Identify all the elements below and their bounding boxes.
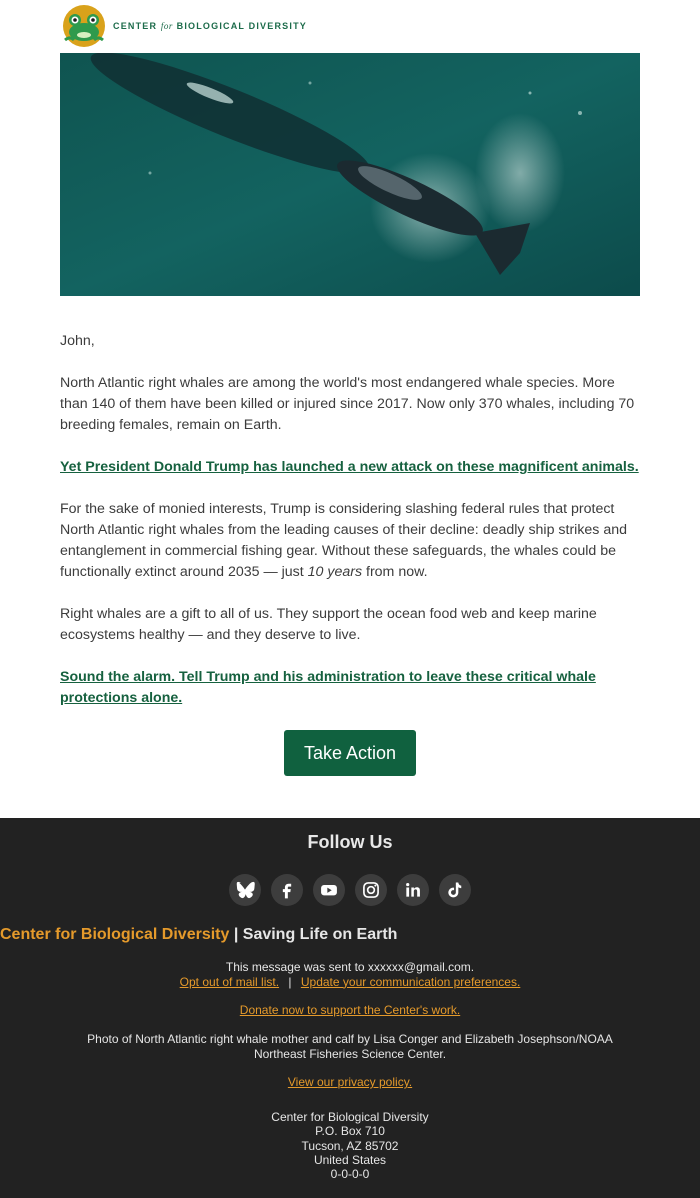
address-line-3: Tucson, AZ 85702 bbox=[301, 1138, 399, 1153]
paragraph-rules bbox=[60, 499, 640, 583]
logo-frog-icon[interactable] bbox=[60, 4, 108, 48]
social-icons-row bbox=[0, 874, 700, 906]
paragraph-link-attack bbox=[60, 457, 640, 478]
rules-text-emphasis: 10 years bbox=[307, 564, 363, 580]
footer-brand bbox=[0, 926, 700, 944]
brand-org-name: Center for Biological Diversity bbox=[0, 926, 230, 943]
footer-subscription-info bbox=[0, 960, 700, 989]
footer-privacy bbox=[0, 1075, 700, 1090]
address-line-1: Center for Biological Diversity bbox=[271, 1110, 429, 1124]
preferences-links bbox=[0, 975, 700, 990]
address-line-2: P.O. Box 710 bbox=[315, 1124, 385, 1139]
footer-photo-credit bbox=[0, 1032, 700, 1061]
paragraph-link-alarm bbox=[60, 667, 640, 709]
bluesky-icon[interactable] bbox=[229, 874, 261, 906]
rules-text-2: from now. bbox=[362, 564, 428, 580]
donate-link[interactable]: Donate now to support the Center's work. bbox=[239, 1003, 461, 1017]
greeting: John, bbox=[60, 333, 95, 349]
sent-to-text: This message was sent to xxxxxx@gmail.com. bbox=[225, 960, 475, 974]
address-line-5: 0-0-0-0 bbox=[330, 1167, 370, 1182]
footer-donate bbox=[0, 1003, 700, 1018]
paragraph-gift: Right whales are a gift to all of us. They support the ocean food web and keep marine ecosystems healthy — and they deserve to live. bbox=[60, 606, 597, 643]
facebook-icon[interactable] bbox=[271, 874, 303, 906]
logo-text-center: CENTER bbox=[113, 21, 158, 31]
photo-credit-line-1: Photo of North Atlantic right whale mother and calf by Lisa Conger and Elizabeth Josephson/NOAA bbox=[87, 1032, 613, 1046]
brand-separator: | bbox=[229, 926, 243, 943]
logo-text-for: for bbox=[160, 21, 173, 31]
take-action-button[interactable]: Take Action bbox=[284, 730, 416, 776]
rules-text-1: For the sake of monied interests, Trump is considering slashing federal rules that protect North Atlantic right whales from the leading causes of their decline: deadly ship strikes and entanglement in commercial fishing gear. Without these safeguards, the whales could be functionally extinct around 2035 — just bbox=[60, 501, 628, 580]
youtube-icon[interactable] bbox=[313, 874, 345, 906]
message-content bbox=[60, 331, 640, 730]
privacy-policy-link[interactable]: View our privacy policy. bbox=[287, 1075, 413, 1089]
pipe-separator: | bbox=[288, 974, 292, 989]
address-line-4: United States bbox=[313, 1152, 387, 1167]
linkedin-icon[interactable] bbox=[397, 874, 429, 906]
header bbox=[60, 4, 307, 48]
brand-tagline: Saving Life on Earth bbox=[242, 926, 398, 943]
photo-credit-line-2: Northeast Fisheries Science Center. bbox=[253, 1046, 447, 1061]
update-preferences-link[interactable]: Update your communication preferences. bbox=[300, 974, 521, 989]
cta-wrapper bbox=[0, 730, 700, 776]
follow-us-title: Follow Us bbox=[307, 832, 393, 852]
logo-text[interactable] bbox=[113, 21, 307, 31]
logo-text-bio: BIOLOGICAL DIVERSITY bbox=[176, 21, 307, 31]
footer-address bbox=[0, 1110, 700, 1181]
hero-image[interactable] bbox=[60, 53, 640, 296]
opt-out-link[interactable]: Opt out of mail list. bbox=[179, 974, 280, 989]
attack-link[interactable]: Yet President Donald Trump has launched a new attack on these magnificent animals. bbox=[60, 459, 639, 475]
sound-alarm-link[interactable]: Sound the alarm. Tell Trump and his administration to leave these critical whale protections alone. bbox=[60, 669, 596, 706]
tiktok-icon[interactable] bbox=[439, 874, 471, 906]
instagram-icon[interactable] bbox=[355, 874, 387, 906]
paragraph-intro: North Atlantic right whales are among the world's most endangered whale species. More than 140 of them have been killed or injured since 2017. Now only 370 whales, including 70 breeding females, remain on Earth. bbox=[60, 375, 635, 433]
